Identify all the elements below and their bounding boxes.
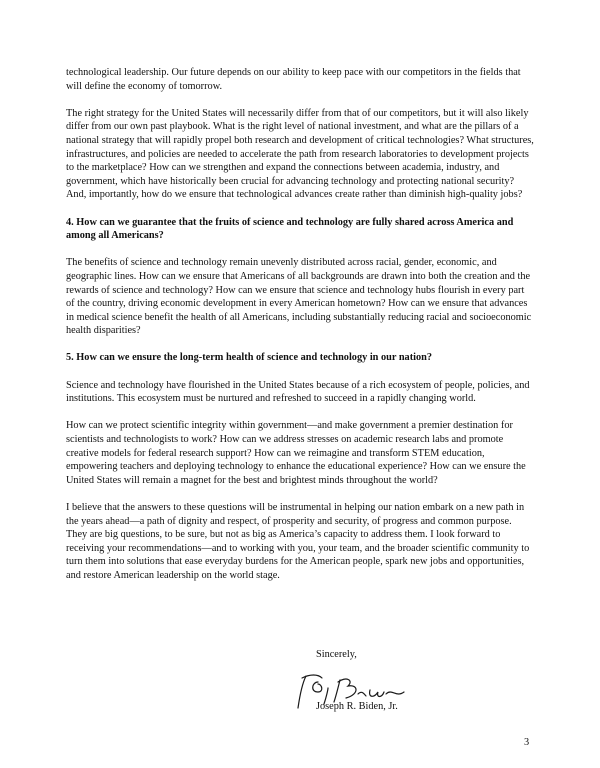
section-heading-5: 5. How can we ensure the long-term health of science and technology in our nation?: [66, 352, 433, 364]
paragraph-benefits: The benefits of science and technology remain unevenly distributed across racial, gender, economic, and geographic lines. How can we ensure that Americans of all backgrounds are drawn into both the creation and the rewards of science and technology? How can we ensure that science and technology hubs flourish in every part of the country, driving economic development in every American hometown? How can we ensure that advances in medical science benefit the health of all Americans, including substantially reducing racial and socioeconomic health disparities?: [66, 257, 532, 337]
paragraph-integrity: How can we protect scientific integrity within government—and make government a premier destination for scientists and technologists to work? How can we address stresses on academic research labs and promote creative models for federal research support? How can we reimagine and transform STEM education, empowering teachers and deploying technology to enhance the educational experience? How can we ensure the United States will remain a magnet for the best and brightest minds throughout the world?: [66, 420, 526, 486]
page-number: 3: [524, 737, 530, 748]
paragraph-continuation: technological leadership. Our future depends on our ability to keep pace with our competitors in the fields that will define the economy of tomorrow.: [66, 67, 521, 92]
paragraph-conclusion: I believe that the answers to these questions will be instrumental in helping our nation embark on a new path in the years ahead—a path of dignity and respect, of prosperity and security, of progress and common purpose. They are big questions, to be sure, but not as big as America’s capacity to address them. I look forward to receiving your recommendations—and to working with you, your team, and the broader scientific community to turn them into solutions that ease everyday burdens for the American people, spark new jobs and opportunities, and restore American leadership on the world stage.: [66, 502, 530, 581]
closing-salutation: Sincerely,: [316, 649, 357, 660]
signer-name: Joseph R. Biden, Jr.: [316, 701, 398, 712]
section-heading-4: 4. How can we guarantee that the fruits of science and technology are fully shared across America and among all Americans?: [66, 216, 514, 242]
letter-body: [66, 66, 534, 596]
paragraph-ecosystem: Science and technology have flourished in the United States because of a rich ecosystem of people, policies, and institutions. This ecosystem must be nurtured and refreshed to succeed in a rapidly changing world.: [66, 379, 530, 405]
paragraph-strategy: The right strategy for the United States will necessarily differ from that of our competitors, but it will also likely differ from our own past playbook. What is the right level of national investment, and what are the pillars of a national strategy that will rapidly propel both research and development of critical technologies? What structures, infrastructures, and policies are needed to accelerate the path from research laboratories to development projects to the marketplace? How can we strengthen and expand the connections between academia, industry, and government, which have historically been crucial for advancing technology and protecting national security? And, importantly, how do we ensure that technological advances create rather than diminish high-quality jobs?: [66, 107, 534, 201]
